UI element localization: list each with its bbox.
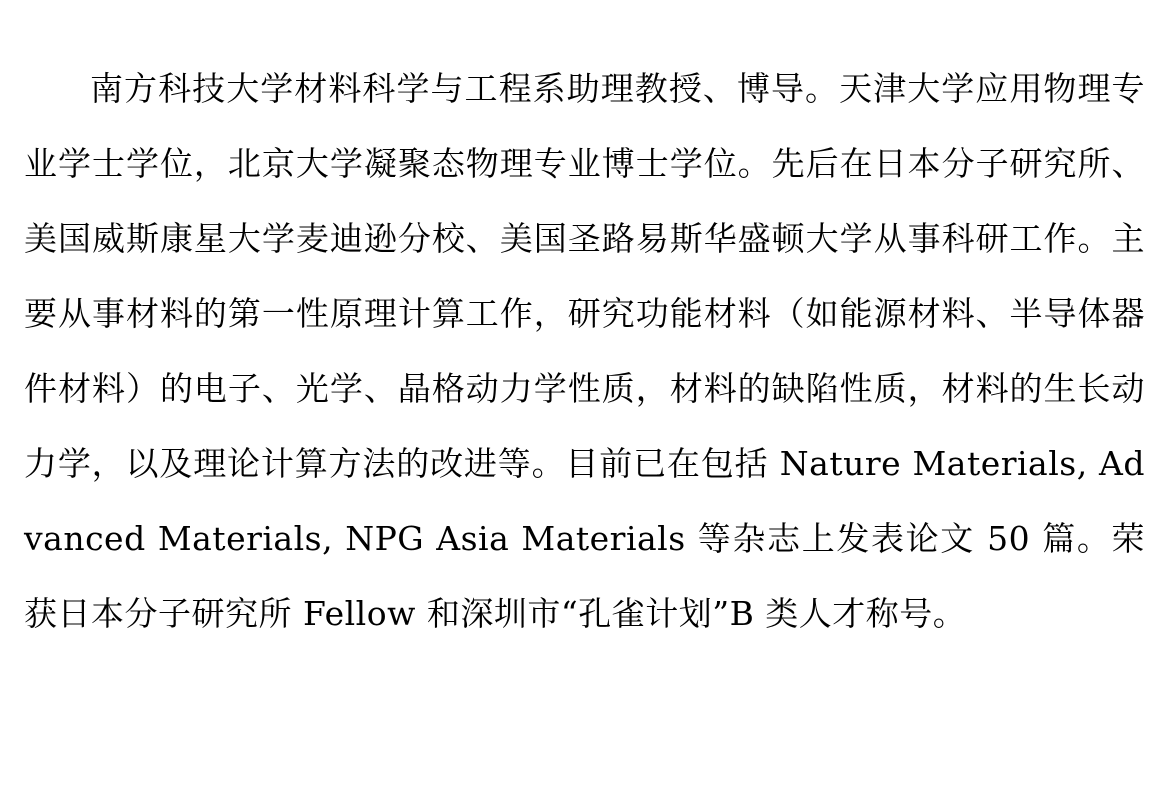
biography-paragraph: 南方科技大学材料科学与工程系助理教授、博导。天津大学应用物理专业学士学位，北京大学凝聚态物理专业博士学位。先后在日本分子研究所、美国威斯康星大学麦迪逊分校、美国圣路易斯华盛顿大学从事科研工作。主要从事材料的第一性原理计算工作，研究功能材料（如能源材料、半导体器件材料）的电子、光学、晶格动力学性质，材料的缺陷性质，材料的生长动力学，以及理论计算方法的改进等。目前已在包括 Nature Materials, Advanced Materials, NPG Asia Materials 等杂志上发表论文 50 篇。荣获日本分子研究所 Fellow 和深圳市“孔雀计划”B 类人才称号。 xyxy=(24,69,1145,633)
